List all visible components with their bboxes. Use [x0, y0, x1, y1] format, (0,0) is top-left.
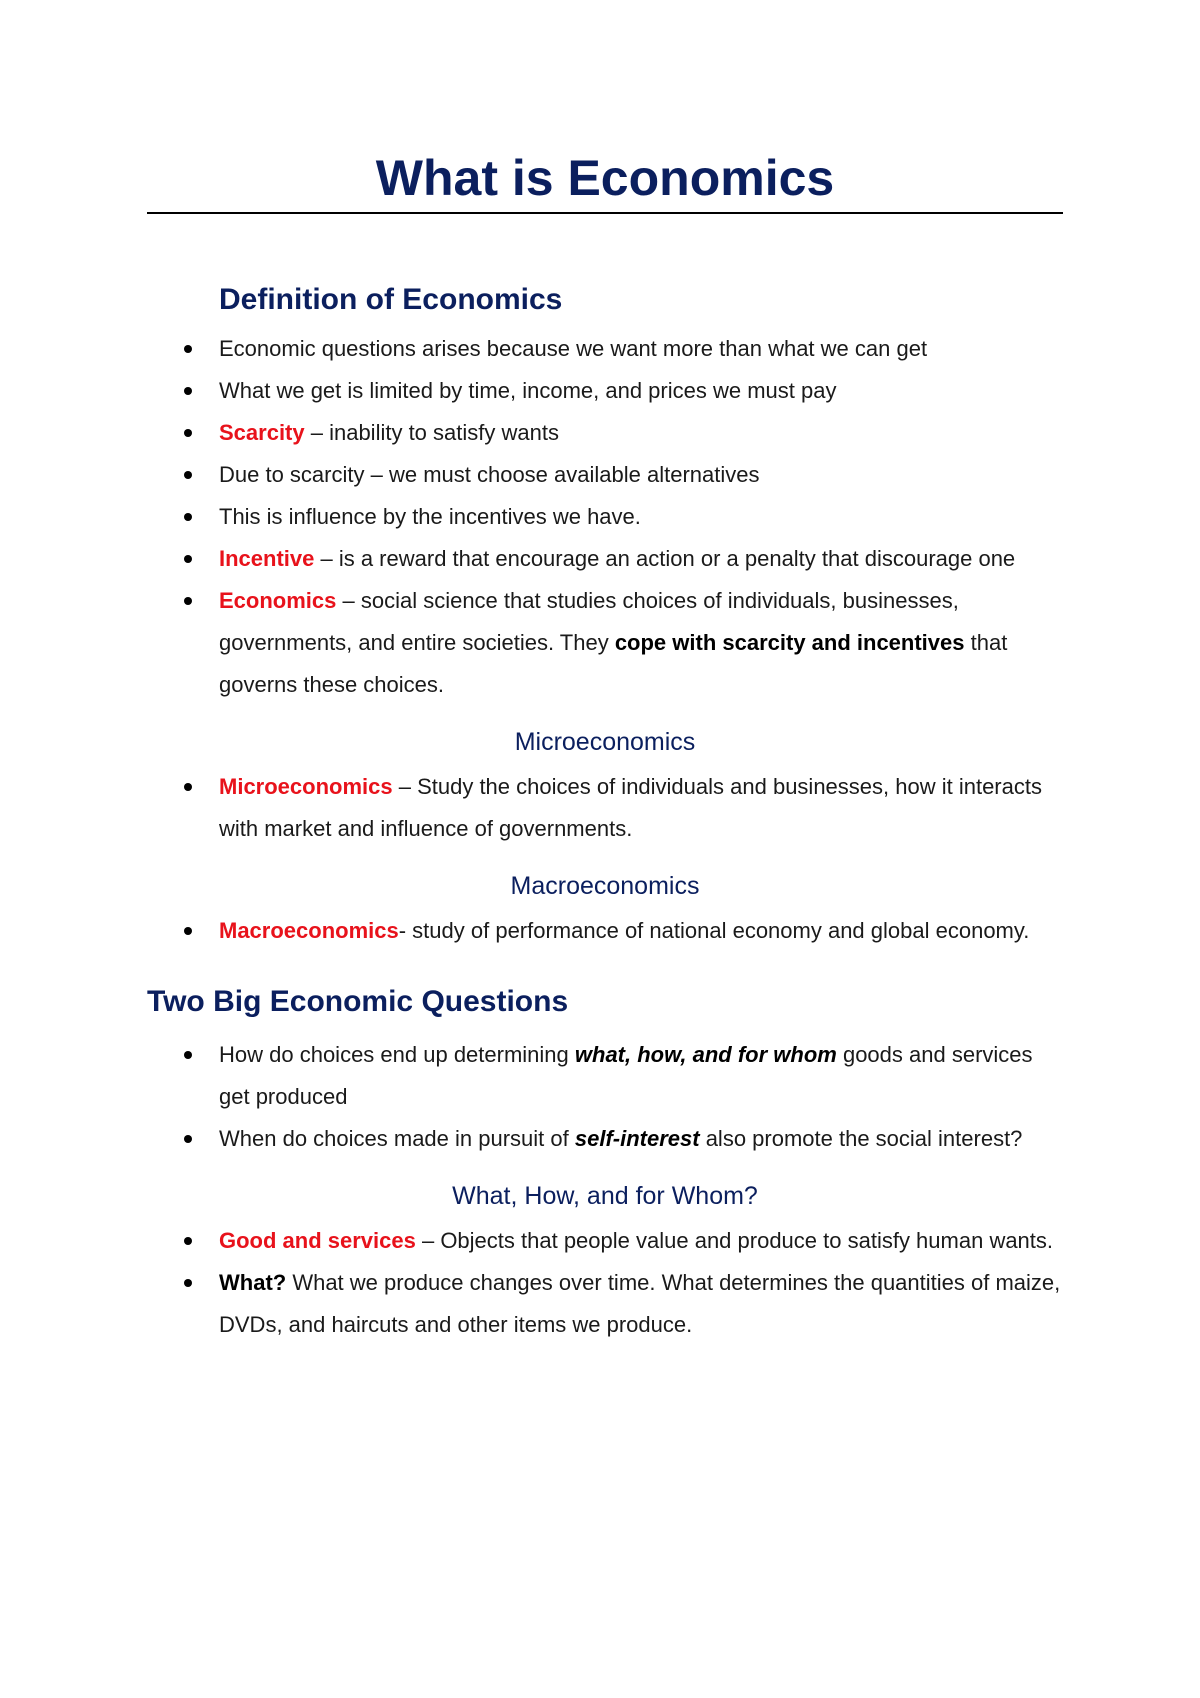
- term-scarcity: Scarcity: [219, 420, 305, 445]
- item-text: This is influence by the incentives we have.: [219, 504, 641, 529]
- bullet-icon: [184, 471, 192, 479]
- bullet-icon: [184, 513, 192, 521]
- item-text: How do choices end up determining: [219, 1042, 575, 1067]
- list-item: [147, 328, 1063, 370]
- list-item: [147, 538, 1063, 580]
- macroeconomics-list: [147, 910, 1063, 952]
- list-item: [147, 580, 1063, 706]
- item-emphasis: what, how, and for whom: [574, 1042, 837, 1067]
- list-item: [147, 496, 1063, 538]
- big-questions-heading: Two Big Economic Questions: [147, 985, 569, 1018]
- big-questions-list: [147, 1034, 1063, 1160]
- bullet-icon: [184, 429, 192, 437]
- list-item: [147, 766, 1063, 850]
- what-how-whom-list: [147, 1220, 1063, 1346]
- item-text: What we get is limited by time, income, and prices we must pay: [219, 378, 837, 403]
- definition-list: [147, 328, 1063, 706]
- definition-heading: Definition of Economics: [219, 283, 563, 316]
- microeconomics-list: [147, 766, 1063, 850]
- item-text: - study of performance of national economy and global economy.: [398, 918, 1030, 943]
- item-text: – inability to satisfy wants: [304, 420, 559, 445]
- list-item: [147, 1118, 1063, 1160]
- item-text-after: that governs these choices.: [219, 630, 1008, 697]
- item-strong-text: What?: [219, 1270, 287, 1295]
- document-body: [147, 272, 1063, 1346]
- bullet-icon: [184, 927, 192, 935]
- item-text: Economic questions arises because we want more than what we can get: [219, 336, 928, 361]
- item-emphasis: self-interest: [574, 1126, 700, 1151]
- item-text: Due to scarcity – we must choose available alternatives: [219, 462, 760, 487]
- macroeconomics-heading: Macroeconomics: [510, 872, 700, 900]
- bullet-icon: [184, 555, 192, 563]
- bullet-icon: [184, 1237, 192, 1245]
- item-strong-text: cope with scarcity and incentives: [614, 630, 965, 655]
- item-text: – Objects that people value and produce to satisfy human wants.: [415, 1228, 1054, 1253]
- bullet-icon: [184, 1135, 192, 1143]
- bullet-icon: [184, 783, 192, 791]
- list-item: [147, 370, 1063, 412]
- item-text: – is a reward that encourage an action or a penalty that discourage one: [314, 546, 1016, 571]
- title-underline: [147, 212, 1063, 214]
- bullet-icon: [184, 345, 192, 353]
- bullet-icon: [184, 597, 192, 605]
- list-item: [147, 1262, 1063, 1346]
- what-how-whom-heading: What, How, and for Whom?: [452, 1182, 758, 1210]
- list-item: [147, 910, 1063, 952]
- item-text: – social science that studies choices of individuals, businesses, governments, and entire societies. They: [219, 588, 959, 655]
- document-title: What is Economics: [375, 150, 835, 206]
- term-microeconomics: Microeconomics: [219, 774, 393, 799]
- microeconomics-heading: Microeconomics: [514, 728, 696, 756]
- item-text-after: goods and services get produced: [219, 1042, 1033, 1109]
- list-item: [147, 454, 1063, 496]
- item-text: When do choices made in pursuit of: [219, 1126, 575, 1151]
- list-item: [147, 1034, 1063, 1118]
- bullet-icon: [184, 387, 192, 395]
- term-macroeconomics: Macroeconomics: [219, 918, 399, 943]
- list-item: [147, 412, 1063, 454]
- list-item: [147, 1220, 1063, 1262]
- bullet-icon: [184, 1051, 192, 1059]
- term-incentive: Incentive: [219, 546, 315, 571]
- item-text-after: also promote the social interest?: [699, 1126, 1023, 1151]
- term-economics: Economics: [219, 588, 337, 613]
- term-goods-and-services: Good and services: [219, 1228, 416, 1253]
- item-text: – Study the choices of individuals and businesses, how it interacts with market and influence of governments.: [219, 774, 1042, 841]
- item-text: What we produce changes over time. What determines the quantities of maize, DVDs, and haircuts and other items we produce.: [219, 1270, 1061, 1337]
- bullet-icon: [184, 1279, 192, 1287]
